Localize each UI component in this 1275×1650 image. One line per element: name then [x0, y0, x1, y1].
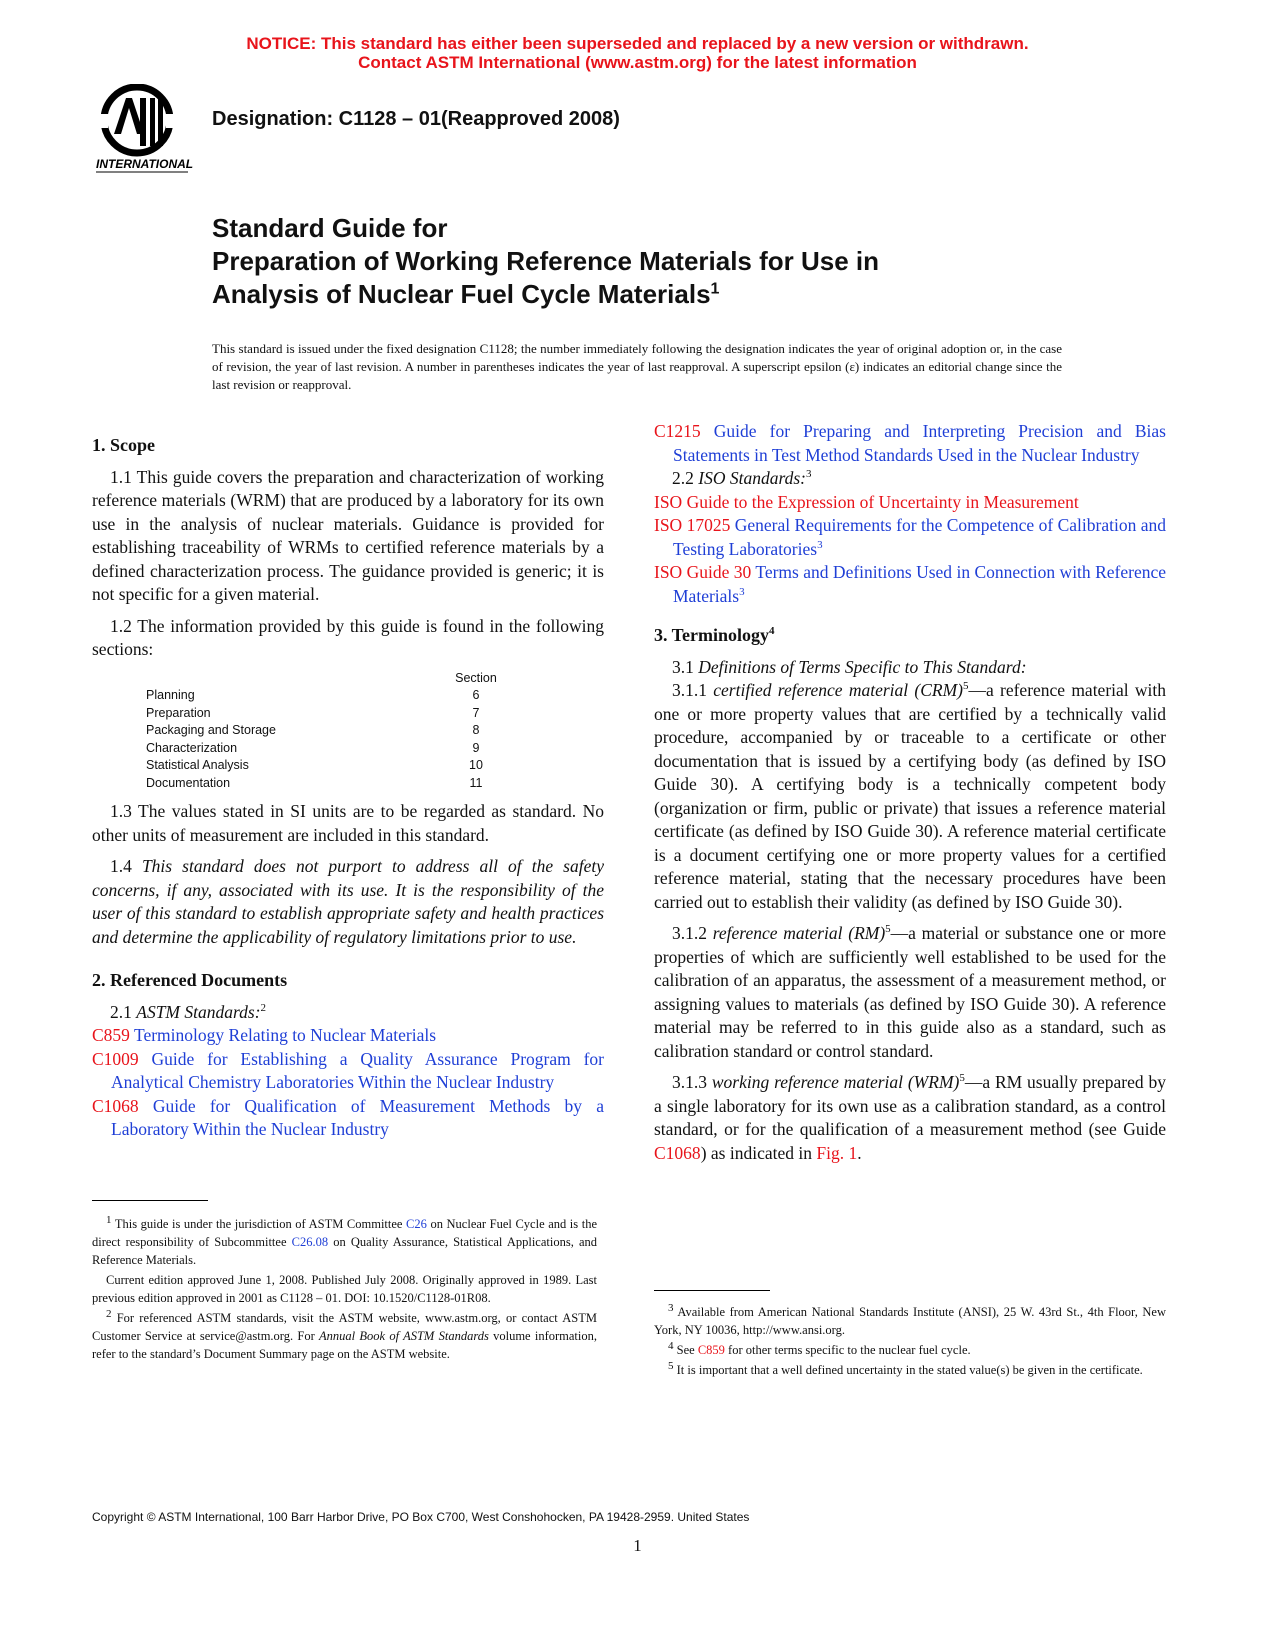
notice-banner — [0, 34, 1275, 72]
table-row: Statistical Analysis 10 — [146, 758, 483, 772]
table-row: Characterization 9 — [146, 740, 480, 755]
ref-c1215[interactable]: C1215 Guide for Preparing and Interpreting Precision and Bias Statements in Test Method Standards Used in the Nuclear Industry — [654, 421, 1166, 465]
page-number: 1 — [633, 1536, 642, 1555]
document-title — [212, 212, 879, 311]
footnote-1: $^1$ This guide is under the jurisdiction of ASTM Committee C26 on Nuclear Fuel Cycle and is the direct responsibility of Subcommittee C26.08 on Quality Assurance, Statistical Applications, and Reference Materials. — [92, 1213, 598, 1267]
para-1-4: 1.4 This standard does not purport to address all of the safety concerns, if any, associated with its use. It is the responsibility of the user of this standard to establish appropriate safety and health practices and determine the applicability of regulatory limitations prior to use. — [92, 856, 605, 947]
para-1-3: 1.3 The values stated in SI units are to be regarded as standard. No other units of measurement are included in this standard. — [92, 801, 604, 845]
ref-c1068[interactable]: C1068 Guide for Qualification of Measurement Methods by a Laboratory Within the Nuclear Industry — [92, 1095, 604, 1139]
footnote-1-edition: Current edition approved June 1, 2008. Published July 2008. Originally approved in 1989. Last previous edition approved in 2001 as C1128 – 01. DOI: 10.1520/C1128-01R08. — [92, 1273, 597, 1305]
ref-c1009[interactable]: C1009 Guide for Establishing a Quality Assurance Program for Analytical Chemistry Laboratories Within the Nuclear Industry — [92, 1048, 604, 1092]
link-c26-08[interactable]: C26.08 — [291, 1235, 329, 1249]
title-line-2: Preparation of Working Reference Materials for Use in — [212, 246, 880, 276]
para-3-1: 3.1 Definitions of Terms Specific to This Standard: — [672, 656, 1027, 677]
notice-line-2: Contact ASTM International (www.astm.org) for the latest information — [358, 53, 917, 72]
footnote-2: $^2$ For referenced ASTM standards, visit the ASTM website, www.astm.org, or contact ASTM Customer Service at service@astm.org. For Annual Book of ASTM Standards volume information, refer to the standard’s Document Summary page on the ASTM website. — [92, 1307, 598, 1361]
logo-text: INTERNATIONAL — [96, 157, 194, 171]
footnote-rule — [92, 1200, 208, 1201]
ref-iso-guide-uncertainty[interactable]: ISO Guide to the Expression of Uncertainty in Measurement — [654, 491, 1079, 512]
designation: Designation: C1128 – 01(Reapproved 2008) — [212, 108, 620, 130]
sections-table — [146, 670, 511, 793]
section-header: Section — [455, 670, 497, 685]
astm-logo — [92, 84, 198, 176]
title-line-1: Standard Guide for — [212, 213, 448, 243]
right-footnotes — [654, 1290, 1166, 1381]
footnote-3: $^3$ Available from American National Standards Institute (ANSI), 25 W. 43rd St., 4th Floor, New York, NY 10036, http://www.ansi.org. — [654, 1301, 1166, 1337]
right-column — [654, 420, 1166, 1173]
link-c1068[interactable]: C1068 — [654, 1142, 701, 1163]
referenced-heading: 2. Referenced Documents — [92, 970, 288, 990]
issue-statement: This standard is issued under the fixed designation C1128; the number immediately following the designation indicates the year of original adoption or, in the case of revision, the year of last revision. A number in parentheses indicates the year of last reapproval. A superscript epsilon (ε) indicates an editorial change since the last revision or reapproval. — [212, 341, 1062, 392]
notice-line-1: NOTICE: This standard has either been superseded and replaced by a new version or withdrawn. — [246, 34, 1029, 53]
para-1-2: 1.2 The information provided by this guide is found in the following sections: — [92, 615, 604, 659]
para-2-2: 2.2 ISO Standards:$^3$ — [672, 468, 812, 488]
para-2-1: 2.1 ASTM Standards:$^2$ — [110, 1001, 267, 1022]
para-1-1: 1.1 This guide covers the preparation and characterization of working reference materials (WRM) that are produced by a laboratory for its own use in the analysis of nuclear materials. Guidance is provided for establishing traceability of WRMs to certified reference materials by a defined characterization process. The guidance provided is generic; it is not specific for a given material. — [92, 466, 604, 604]
link-fig-1[interactable]: Fig. 1 — [816, 1142, 858, 1163]
terminology-heading: 3. Terminology$^4$ — [654, 625, 775, 645]
table-row: Planning 6 — [146, 688, 480, 702]
table-row: Preparation 7 — [146, 705, 480, 720]
left-footnotes — [92, 1200, 597, 1365]
title-line-3: Analysis of Nuclear Fuel Cycle Materials — [212, 279, 711, 309]
ref-iso-guide-30[interactable]: ISO Guide 30 Terms and Definitions Used in Connection with Reference Materials$^3$ — [654, 562, 1166, 606]
footnote-4: $^4$ See C859 for other terms specific to the nuclear fuel cycle. — [668, 1339, 971, 1357]
link-c859[interactable]: C859 — [697, 1343, 725, 1357]
footnote-5: $^5$ It is important that a well defined uncertainty in the stated value(s) be given in the certificate. — [668, 1359, 1143, 1377]
table-row: Packaging and Storage 8 — [146, 723, 480, 737]
para-3-1-1: 3.1.1 certified reference material (CRM)$^5$—a reference material with one or more property values that are certified by a technically valid procedure, accompanied by or traceable to a certificate or other documentation that is issued by a certifying body (as defined by ISO Guide 30). A certifying body is a technically competent body (organization or firm, public or private) that issues a reference material certificate (as defined by ISO Guide 30). A reference material certificate is a document certifying one or more property values for a certified reference material, stating that the necessary procedures have been carried out to establish their validity (as defined by ISO Guide 30). — [654, 680, 1167, 912]
link-c26[interactable]: C26 — [406, 1217, 427, 1231]
ref-c859[interactable]: C859 Terminology Relating to Nuclear Materials — [92, 1025, 437, 1045]
ref-iso-17025[interactable]: ISO 17025 General Requirements for the Competence of Calibration and Testing Laboratories$^3$ — [654, 515, 1166, 559]
footnote-rule — [654, 1290, 770, 1291]
left-column — [92, 434, 604, 1142]
copyright: Copyright © ASTM International, 100 Barr Harbor Drive, PO Box C700, West Conshohocken, PA 19428-2959. United States — [92, 1510, 750, 1524]
title-footnote-mark[interactable]: 1 — [710, 280, 720, 298]
scope-heading: 1. Scope — [92, 435, 155, 455]
table-row: Documentation 11 — [146, 775, 483, 790]
para-3-1-2: 3.1.2 reference material (RM)$^5$—a material or substance one or more properties of which are sufficiently well established to be used for the calibration of an apparatus, the assessment of a measurement method, or assigning values to materials (as defined by ISO Guide 30). A reference material may be referred to in this guide also as a standard, such as calibration standard or control standard. — [654, 923, 1167, 1061]
para-3-1-3: 3.1.3 working reference material (WRM)$^5$—a RM usually prepared by a single laboratory for its own use as a calibration standard, as a control standard, or for the qualification of a measurement method (see Guide C1068) as indicated in Fig. 1. — [654, 1072, 1167, 1163]
